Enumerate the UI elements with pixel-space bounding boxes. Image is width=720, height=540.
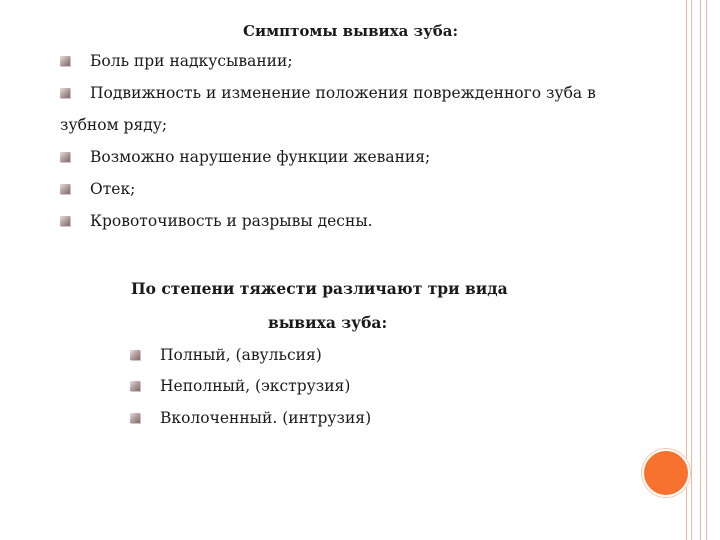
orange-circle-decoration [642,449,690,497]
symptom-item-continuation: зубном ряду; [60,116,168,134]
square-bullet-icon [60,56,70,66]
symptom-item: Отек; [90,180,136,198]
symptoms-heading: Симптомы вывиха зуба: [243,22,458,40]
severity-heading-line2: вывиха зуба: [268,313,388,332]
symptom-item: Возможно нарушение функции жевания; [90,148,431,166]
symptom-item: Кровоточивость и разрывы десны. [90,212,373,230]
square-bullet-icon [130,413,140,423]
symptom-item: Подвижность и изменение положения поврежденного зуба в [90,84,596,102]
frame-line [700,0,701,540]
severity-heading-line1: По степени тяжести различают три вида [131,279,508,298]
severity-item: Неполный, (экструзия) [160,377,351,395]
severity-item: Вколоченный. (интрузия) [160,409,372,427]
square-bullet-icon [130,350,140,360]
square-bullet-icon [130,381,140,391]
frame-line [706,0,707,540]
square-bullet-icon [60,88,70,98]
square-bullet-icon [60,184,70,194]
severity-item: Полный, (авульсия) [160,346,322,364]
frame-line [691,0,692,540]
square-bullet-icon [60,216,70,226]
square-bullet-icon [60,152,70,162]
symptom-item: Боль при надкусывании; [90,52,293,70]
